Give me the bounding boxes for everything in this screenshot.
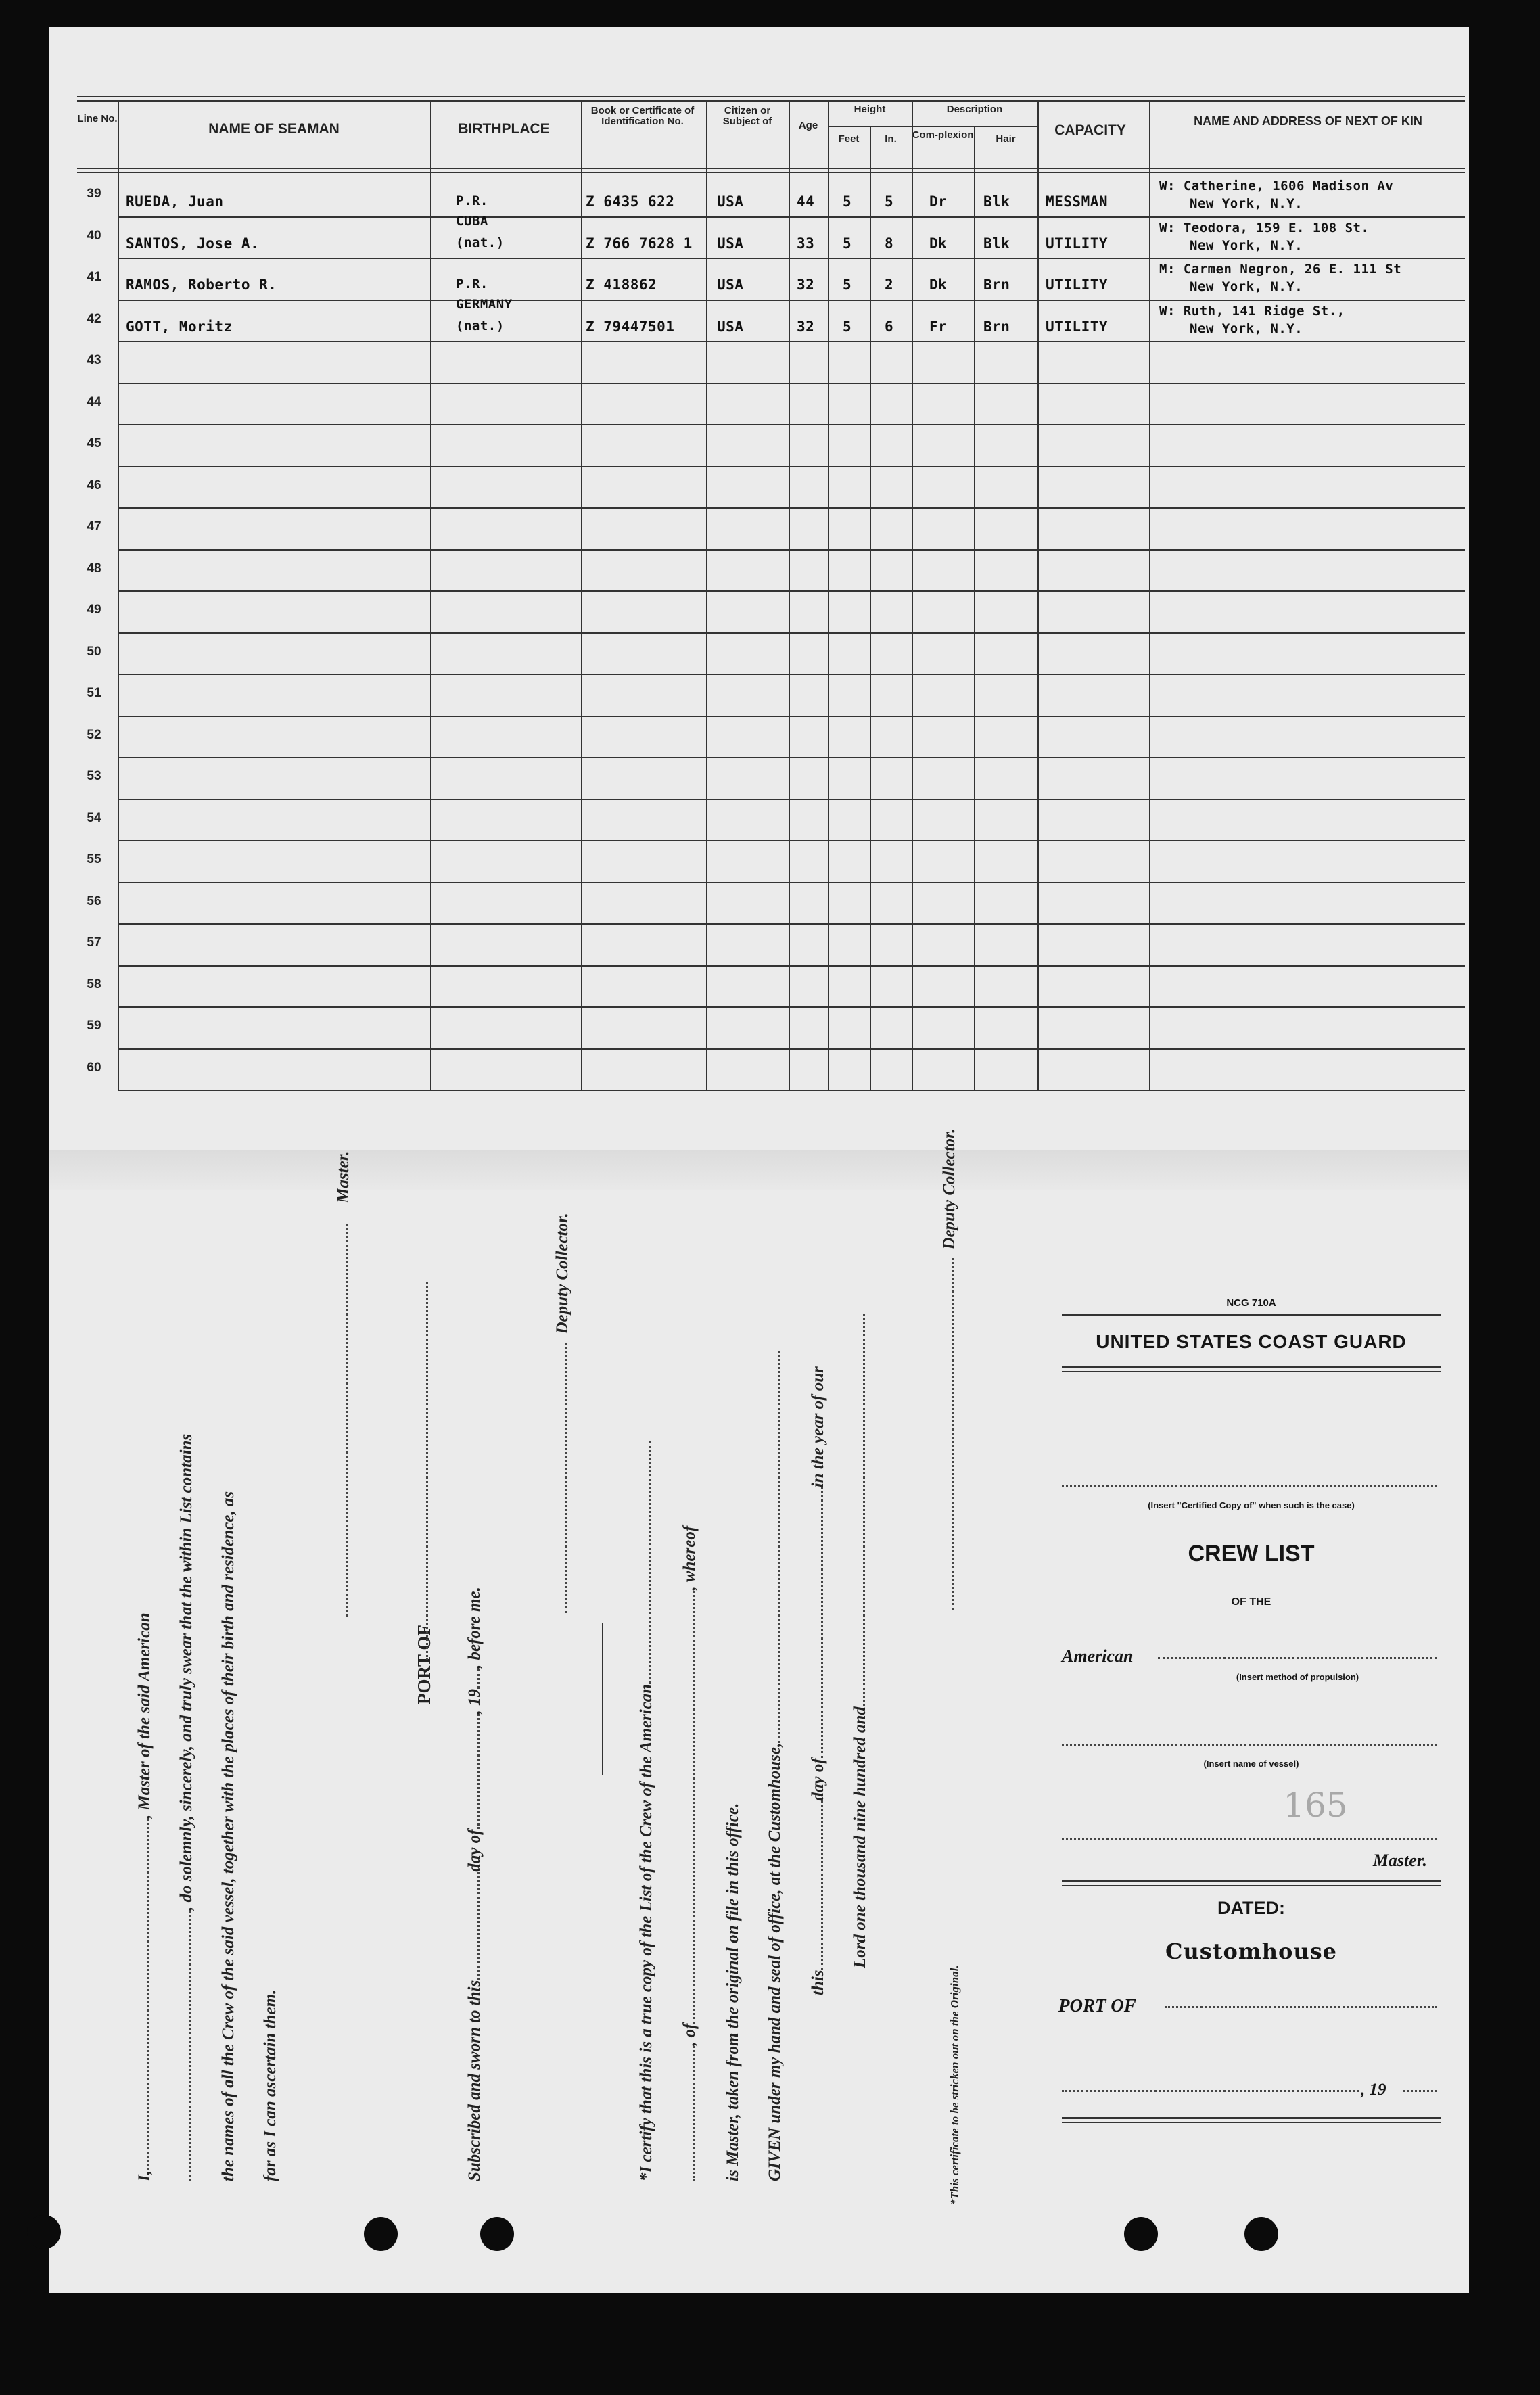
column-divider [789,100,790,1090]
column-divider [581,100,582,1090]
height-feet: 5 [843,318,852,335]
row-rule [118,258,1465,259]
complexion: Dr [929,193,948,210]
of-the-label: OF THE [1231,1596,1271,1608]
cert-line-5: thisday ofin the year of our [809,1366,827,1995]
header-bottom-rule [77,172,1465,173]
complexion: Dk [929,277,948,293]
punch-hole [1124,2217,1158,2251]
row-rule [118,716,1465,717]
punch-hole [480,2217,514,2251]
insert-vessel-note: (Insert name of vessel) [1203,1759,1299,1769]
year-field [1403,2090,1437,2092]
line-number: 46 [87,478,101,492]
certified-copy-field [1062,1485,1437,1487]
row-rule [118,216,1465,218]
header-name: NAME OF SEAMAN [208,121,340,137]
crew-table [77,100,1465,1079]
certificate-number: Z 766 7628 1 [586,235,693,252]
punch-hole [1244,2217,1278,2251]
seaman-name: RAMOS, Roberto R. [126,277,277,293]
line-number: 56 [87,893,101,908]
line-number: 42 [87,311,101,326]
hair: Brn [983,277,1010,293]
cover-rule-1 [1062,1314,1441,1316]
next-of-kin-city: New York, N.Y. [1190,279,1303,294]
age: 32 [797,277,815,293]
birthplace-naturalized: (nat.) [456,318,505,333]
header-citizen: Citizen or Subject of [722,105,772,127]
oath-port-of: PORT OF [414,1625,434,1704]
date-field [1062,2090,1359,2092]
row-rule [118,923,1465,925]
oath-line-2: , do solemnly, sincerely, and truly swear that the within List contains [177,1434,196,2181]
column-divider [706,100,707,1090]
height-inches: 8 [885,235,894,252]
line-number: 54 [87,810,101,825]
line-number: 53 [87,769,101,783]
line-number: 52 [87,727,101,742]
line-number: 43 [87,353,101,367]
line-number: 55 [87,852,101,866]
master-field [1062,1838,1437,1840]
next-of-kin-city: New York, N.Y. [1190,237,1303,253]
header-description: Description [946,103,1003,115]
row-rule [118,300,1465,301]
subscribed-line: Subscribed and sworn to thisday of, 19, before me. [465,1587,484,2181]
deputy-collector-1: Deputy Collector. [553,1213,572,1613]
oath-port-dots [414,1282,433,1660]
height-inches: 2 [885,277,894,293]
vessel-name-field [1062,1744,1437,1746]
dated-label: DATED: [1217,1898,1285,1918]
row-rule [118,757,1465,758]
cert-line-2: , of, whereof [680,1526,699,2181]
cert-line-6: Lord one thousand nine hundred and [851,1314,870,1968]
next-of-kin-name: W: Teodora, 159 E. 108 St. [1159,220,1370,235]
hair: Brn [983,318,1010,335]
line-number: 41 [87,270,101,284]
year-label: , 19 [1361,2080,1386,2099]
table-top-rule [77,96,1465,97]
height-inches: 5 [885,193,894,210]
row-rule [118,383,1465,384]
row-rule [118,632,1465,634]
birthplace: P.R. [456,193,488,208]
column-divider [828,100,829,1090]
port-field [1165,2006,1437,2008]
line-number: 59 [87,1019,101,1033]
header-capacity: CAPACITY [1054,122,1126,138]
column-divider [974,127,975,1090]
complexion: Dk [929,235,948,252]
customhouse-label: Customhouse [1165,1938,1337,1964]
header-line-no: Line No. [77,113,118,124]
row-rule [118,799,1465,800]
line-number: 49 [87,603,101,617]
citizen-of: USA [717,235,744,252]
certificate-number: Z 6435 622 [586,193,675,210]
punch-hole [364,2217,398,2251]
cert-line-3: is Master, taken from the original on file in this office. [724,1803,742,2181]
cert-line-1: *I certify that this is a true copy of the List of the Crew of the American [637,1441,656,2181]
capacity: UTILITY [1046,318,1109,335]
next-of-kin-city: New York, N.Y. [1190,196,1303,211]
oath-line-3: the names of all the Crew of the said vessel, together with the places of their birth and residence, as [219,1491,237,2181]
header-height: Height [854,103,886,115]
height-inches: 6 [885,318,894,335]
capacity: UTILITY [1046,235,1109,252]
line-number: 44 [87,394,101,409]
column-divider [1149,100,1150,1090]
line-number: 58 [87,977,101,992]
column-divider [1037,100,1039,1090]
line-number: 60 [87,1060,101,1075]
row-rule [118,840,1465,841]
cover-rule-3 [1062,1880,1441,1886]
propulsion-field [1158,1657,1437,1659]
deputy-collector-2: Deputy Collector. [940,1128,959,1610]
birthplace-naturalized: (nat.) [456,235,505,250]
capacity: UTILITY [1046,277,1109,293]
complexion: Fr [929,318,948,335]
row-rule [118,1006,1465,1008]
header-feet: Feet [838,133,860,145]
header-bottom-rule [77,168,1465,169]
american-label: American [1062,1646,1134,1666]
seaman-name: RUEDA, Juan [126,193,224,210]
row-rule [118,341,1465,342]
line-number: 39 [87,187,101,201]
column-divider [430,100,431,1090]
header-birthplace: BIRTHPLACE [458,121,550,137]
certificate-footnote: *This certificate to be stricken out on the Original. [948,1965,961,2205]
insert-propulsion-note: (Insert method of propulsion) [1236,1672,1359,1682]
master-label: Master. [1372,1851,1427,1870]
oath-line-1: I,, Master of the said American [135,1612,154,2181]
citizen-of: USA [717,318,744,335]
line-number: 45 [87,436,101,450]
row-rule [118,507,1465,509]
cert-line-4: GIVEN under my hand and seal of office, at the Customhouse, [766,1351,785,2181]
column-divider [118,100,119,1090]
row-rule [118,549,1465,551]
line-number: 48 [87,561,101,576]
row-rule [118,590,1465,592]
punch-hole [27,2215,61,2249]
agency-name: UNITED STATES COAST GUARD [1096,1331,1407,1352]
birthplace: CUBA [456,213,488,229]
row-rule [118,1048,1465,1050]
next-of-kin-name: W: Catherine, 1606 Madison Av [1159,179,1394,193]
citizen-of: USA [717,193,744,210]
hair: Blk [983,235,1010,252]
age: 33 [797,235,815,252]
column-divider [870,127,871,1090]
line-number: 40 [87,228,101,243]
oath-master-signature: Master. [334,1151,353,1617]
birthplace: GERMANY [456,296,513,312]
birthplace: P.R. [456,277,488,292]
oath-line-4: far as I can ascertain them. [261,1989,279,2181]
capacity: MESSMAN [1046,193,1109,210]
row-rule [118,882,1465,883]
insert-certified-note: (Insert "Certified Copy of" when such is the case) [1148,1500,1355,1510]
header-age: Age [798,120,818,131]
line-number: 47 [87,519,101,534]
header-next-of-kin: NAME AND ADDRESS OF NEXT OF KIN [1194,114,1422,128]
faint-stamp-number: 165 [1283,1786,1348,1825]
row-rule [118,965,1465,967]
cover-rule-2 [1062,1366,1441,1372]
hair: Blk [983,193,1010,210]
header-inches: In. [885,133,897,145]
row-rule [118,1090,1465,1091]
divider-rule [602,1623,603,1775]
page-fold [49,1150,1469,1190]
header-complexion: Com-plexion [912,129,974,141]
port-of-label: PORT OF [1058,1995,1136,2016]
column-divider [912,100,913,1090]
row-rule [118,424,1465,425]
height-feet: 5 [843,193,852,210]
crew-list-title: CREW LIST [1188,1541,1315,1566]
next-of-kin-name: W: Ruth, 141 Ridge St., [1159,303,1345,319]
line-number: 51 [87,686,101,700]
cover-rule-4 [1062,2117,1441,2123]
age: 32 [797,318,815,335]
certificate-number: Z 418862 [586,277,657,293]
table-top-rule [77,100,1465,102]
citizen-of: USA [717,277,744,293]
line-number: 57 [87,935,101,950]
seaman-name: SANTOS, Jose A. [126,235,260,252]
height-feet: 5 [843,277,852,293]
row-rule [118,674,1465,675]
form-number: NCG 710A [1226,1297,1276,1309]
certificate-number: Z 79447501 [586,318,675,335]
line-number: 50 [87,644,101,659]
age: 44 [797,193,815,210]
row-rule [118,466,1465,467]
header-hair: Hair [996,133,1016,145]
height-feet: 5 [843,235,852,252]
header-book: Book or Certificate of Identification No. [590,105,695,127]
seaman-name: GOTT, Moritz [126,318,233,335]
next-of-kin-name: M: Carmen Negron, 26 E. 111 St [1159,262,1402,277]
next-of-kin-city: New York, N.Y. [1190,321,1303,336]
